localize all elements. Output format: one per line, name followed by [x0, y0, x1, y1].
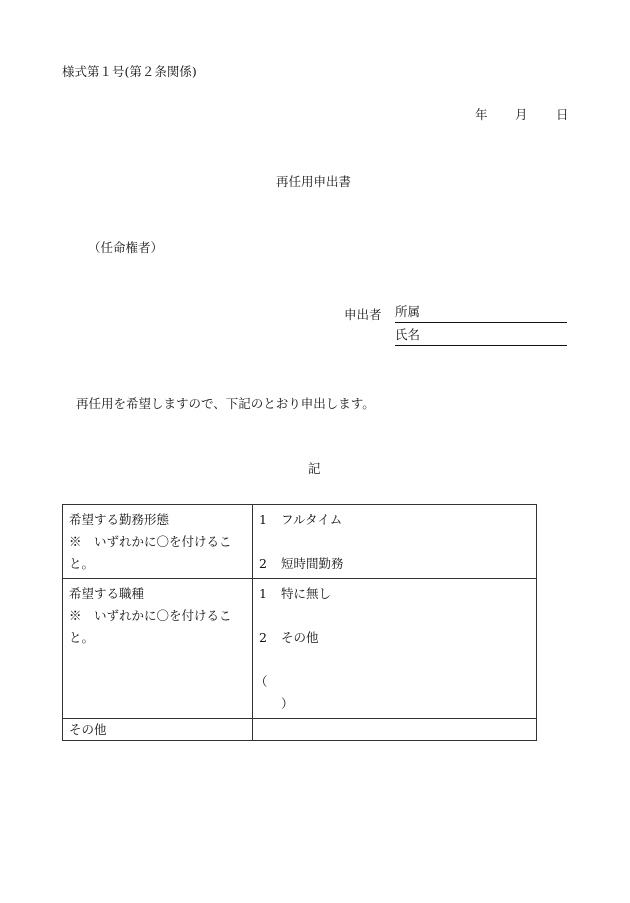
job-type-note: ※ いずれかに〇を付けるこ — [69, 608, 232, 623]
affiliation-label: 所属 — [395, 304, 421, 319]
job-type-header-cell — [63, 579, 253, 719]
option-label: 短時間勤務 — [281, 556, 344, 571]
request-table — [62, 504, 537, 741]
date-day-label: 日 — [556, 107, 569, 122]
table-row-other — [63, 719, 537, 741]
statement: 再任用を希望しますので、下記のとおり申出します。 — [76, 396, 375, 411]
date-month-label: 月 — [515, 107, 528, 122]
job-type-other-paren-open: （ — [255, 674, 268, 689]
ki-heading: 記 — [308, 461, 321, 476]
work-style-option-fulltime[interactable] — [259, 509, 532, 531]
job-type-option-none[interactable] — [259, 583, 532, 605]
option-number: 2 — [259, 630, 267, 645]
option-number: 2 — [259, 556, 267, 571]
work-style-header: 希望する勤務形態 — [69, 512, 170, 527]
option-label: フルタイム — [281, 512, 343, 527]
work-style-note-end: と。 — [69, 556, 95, 571]
affiliation-field[interactable] — [395, 306, 567, 323]
date-year-label: 年 — [475, 107, 488, 122]
addressee: （任命権者） — [88, 240, 164, 255]
job-type-options-cell — [253, 579, 537, 719]
work-style-header-cell — [63, 505, 253, 579]
applicant-label: 申出者 — [344, 307, 382, 322]
option-label: 特に無し — [281, 586, 332, 601]
table-row-work-style — [63, 505, 537, 579]
document-title: 再任用申出書 — [276, 174, 352, 189]
name-field[interactable] — [395, 329, 567, 346]
option-number: 1 — [259, 586, 267, 601]
form-number: 様式第１号(第２条関係) — [62, 64, 197, 79]
job-type-header: 希望する職種 — [69, 586, 145, 601]
job-type-note-end: と。 — [69, 630, 95, 645]
table-row-job-type — [63, 579, 537, 719]
work-style-note: ※ いずれかに〇を付けるこ — [69, 534, 232, 549]
option-label: その他 — [281, 630, 319, 645]
name-label: 氏名 — [395, 327, 421, 342]
work-style-options-cell — [253, 505, 537, 579]
job-type-other-paren-close: ） — [281, 696, 294, 711]
work-style-option-shorttime[interactable] — [259, 553, 532, 575]
other-header-cell — [63, 719, 253, 741]
job-type-option-other[interactable] — [259, 627, 532, 649]
option-number: 1 — [259, 512, 267, 527]
other-value-cell[interactable] — [253, 719, 537, 741]
other-header: その他 — [69, 722, 107, 737]
